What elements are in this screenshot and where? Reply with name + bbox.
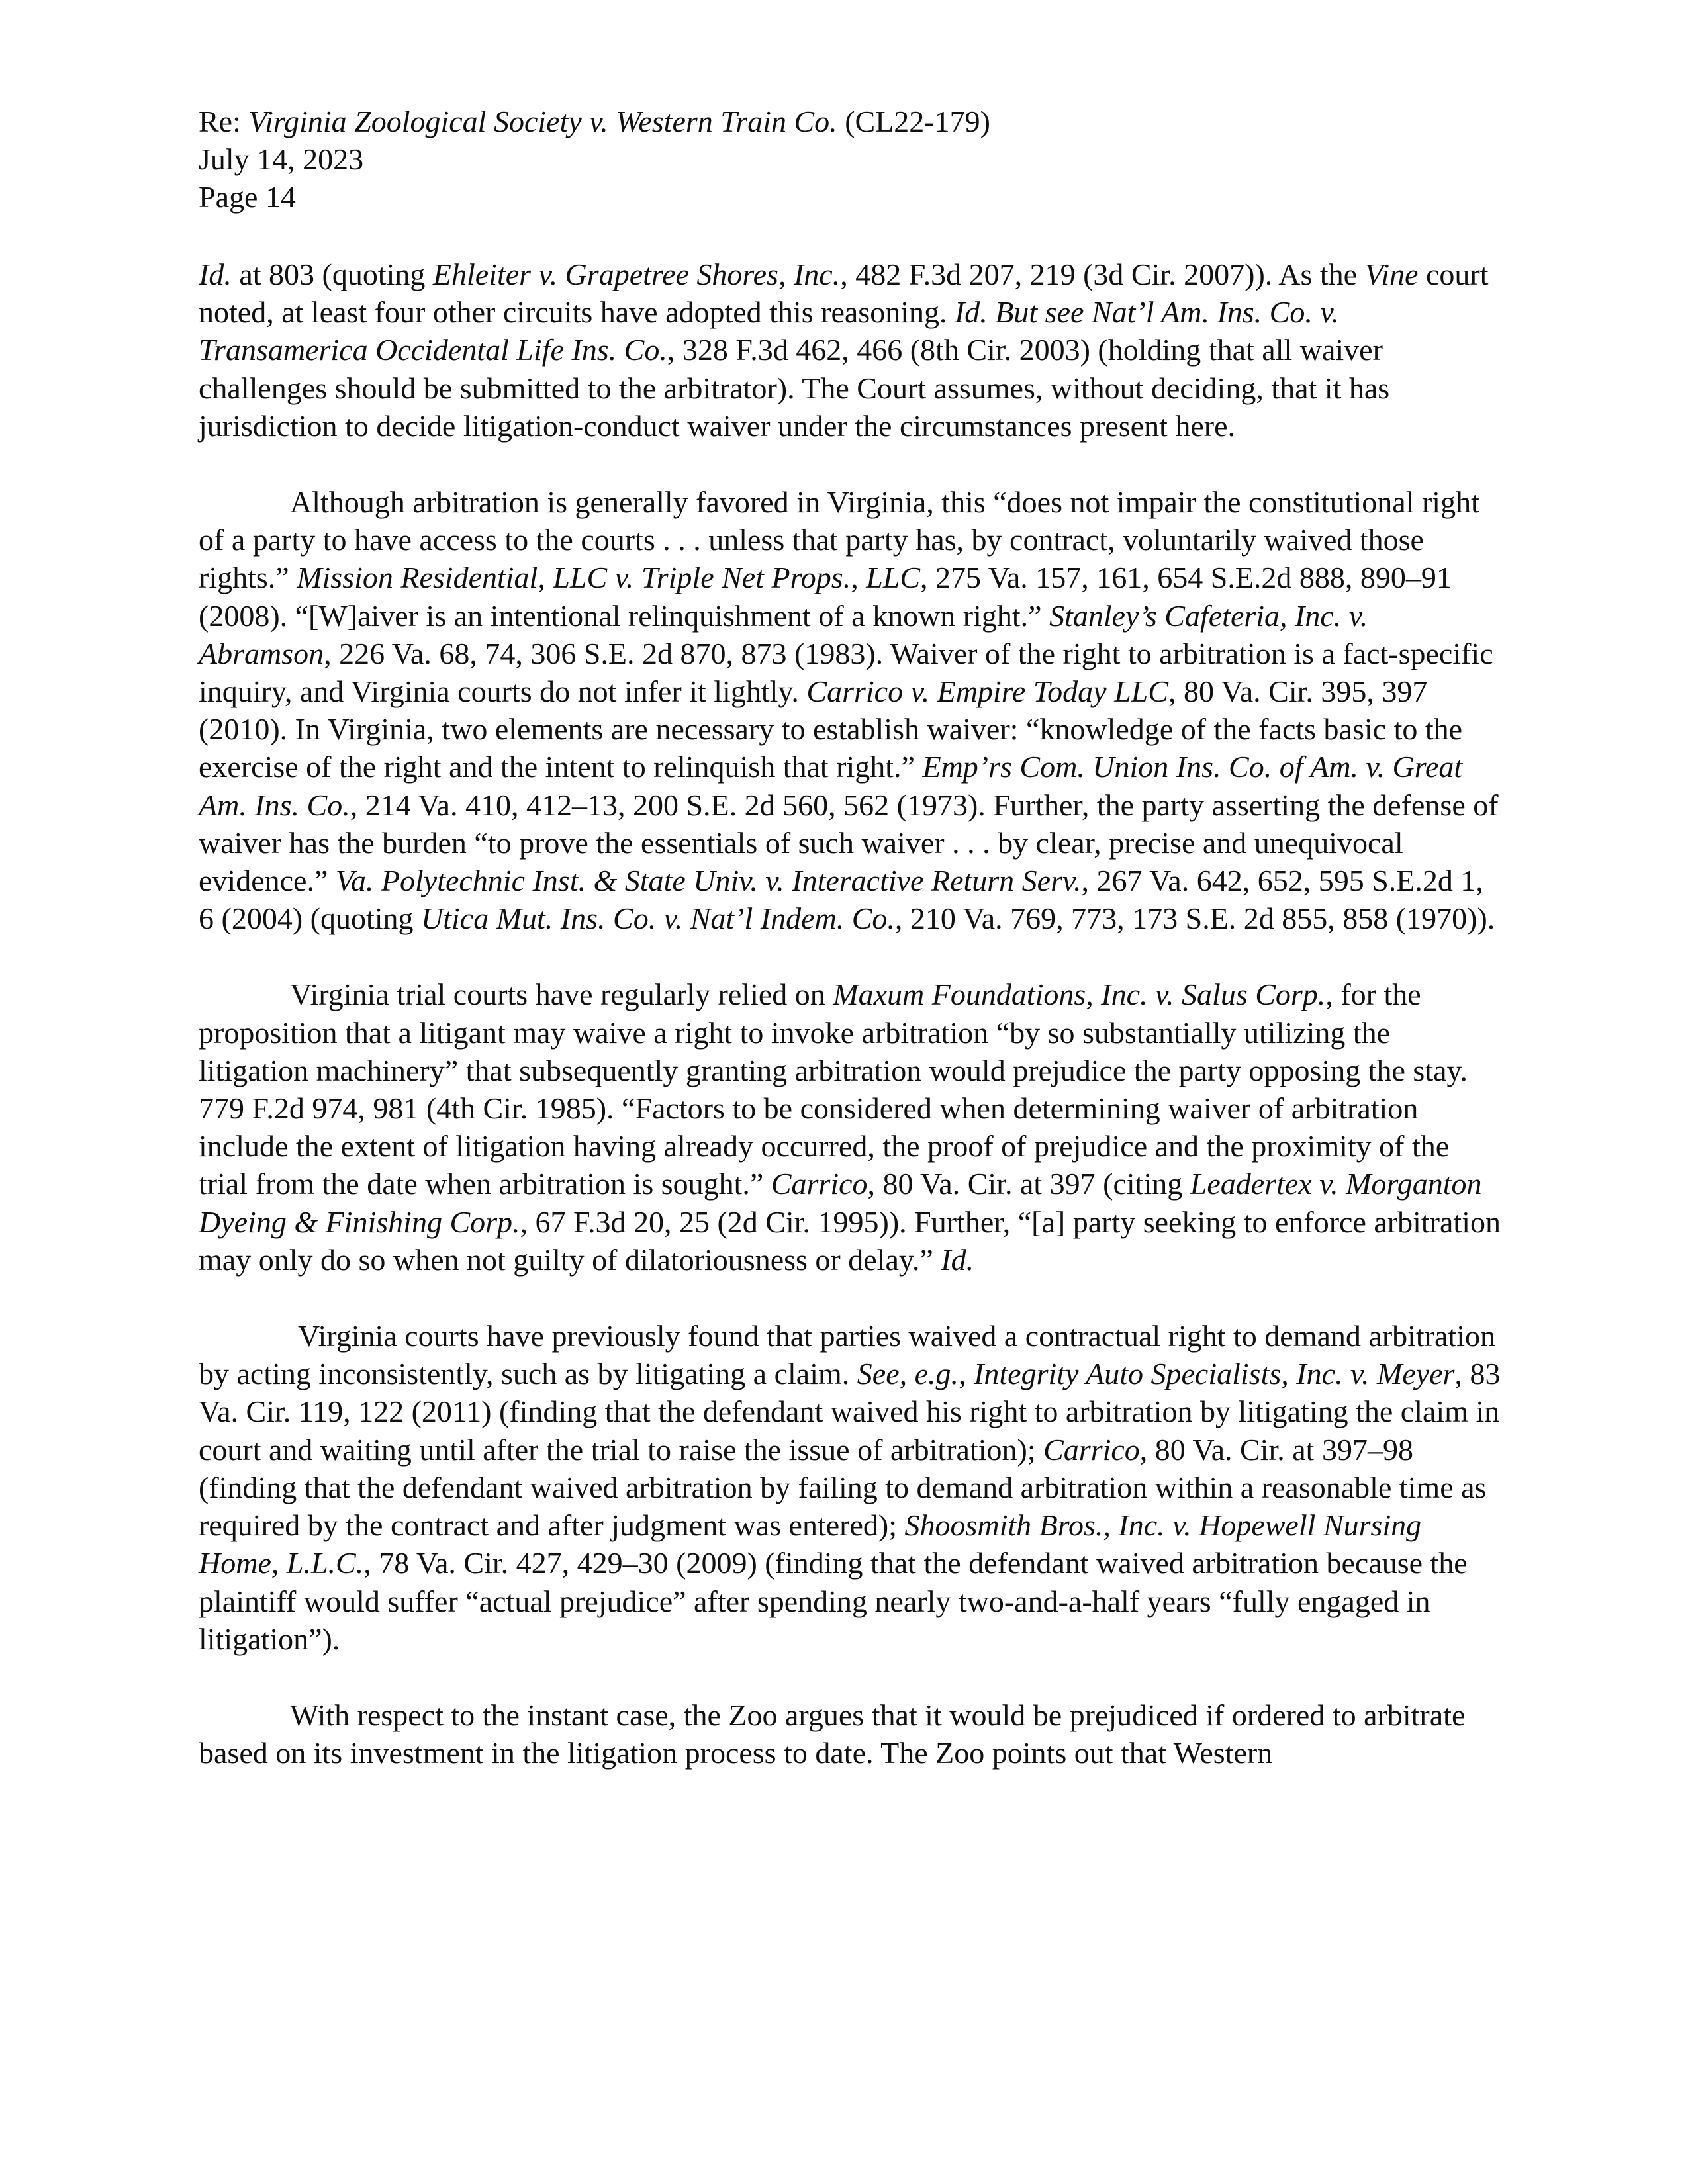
- citation-italic: Mission Residential, LLC v. Triple Net Props., LLC: [297, 561, 921, 595]
- text-run: Virginia courts have previously found that parties waived a contractual right to demand arbitration by acting inconsistently, such as by litigating a claim.: [199, 1319, 1496, 1391]
- text-run: , 80 Va. Cir. at 397 (citing: [867, 1167, 1190, 1201]
- text-run: , 214 Va. 410, 412–13, 200 S.E. 2d 560, 562 (1973). Further, the party asserting the defense of waiver has the burden “to prove the essentials of such waiver . . . by clear, precise and unequivocal evidence.”: [199, 788, 1499, 898]
- citation-italic: Emp’rs Com. Union Ins. Co. of Am. v. Great Am. Ins. Co.: [199, 750, 1463, 822]
- text-run: at 803 (quoting: [231, 257, 433, 291]
- citation-italic: Id.: [199, 257, 232, 291]
- citation-italic: Carrico v. Empire Today LLC: [806, 674, 1168, 709]
- citation-italic: Id.: [941, 1242, 974, 1277]
- citation-italic: Stanley’s Cafeteria, Inc. v. Abramson: [199, 598, 1368, 670]
- text-run: ,: [959, 1357, 974, 1391]
- text-run: , 275 Va. 157, 161, 654 S.E.2d 888, 890–91 (2008). “[W]aiver is an intentional relinquishment of a known right.”: [199, 561, 1452, 633]
- text-run: , 80 Va. Cir. at 397–98 (finding that the defendant waived arbitration by failing to demand arbitration within a reasonable time as required by the contract and after judgment was entered);: [199, 1432, 1487, 1543]
- citation-italic: Vine: [1364, 257, 1419, 291]
- paragraph-p2: [199, 483, 1503, 937]
- citation-italic: Integrity Auto Specialists, Inc. v. Meyer: [974, 1357, 1455, 1391]
- citation-italic: Carrico: [771, 1167, 868, 1201]
- text-run: court noted, at least four other circuits have adopted this reasoning.: [199, 257, 1489, 330]
- text-run: , 328 F.3d 462, 466 (8th Cir. 2003) (holding that all waiver challenges should be submitted to the arbitrator). The Court assumes, without deciding, that it has jurisdiction to decide litigation-conduct waiver under the circumstances present here.: [199, 333, 1390, 443]
- paragraph-p5: [199, 1696, 1503, 1772]
- text-run: , 267 Va. 642, 652, 595 S.E.2d 1, 6 (2004) (quoting: [199, 864, 1483, 936]
- citation-italic: Shoosmith Bros., Inc. v. Hopewell Nursing Home, L.L.C.: [199, 1508, 1422, 1580]
- text-run: , 78 Va. Cir. 427, 429–30 (2009) (finding that the defendant waived arbitration because the plaintiff would suffer “actual prejudice” after spending nearly two-and-a-half years “fully engaged in litigation”).: [199, 1546, 1468, 1656]
- body-text: [199, 255, 1503, 1772]
- citation-italic: Utica Mut. Ins. Co. v. Nat’l Indem. Co.: [421, 901, 895, 936]
- citation-italic: Va. Polytechnic Inst. & State Univ. v. Interactive Return Serv.: [335, 864, 1082, 898]
- citation-italic: Carrico: [1043, 1432, 1140, 1467]
- paragraph-p4: [199, 1317, 1503, 1658]
- text-run: , 482 F.3d 207, 219 (3d Cir. 2007)). As the: [840, 257, 1365, 291]
- citation-italic: Leadertex v. Morganton Dyeing & Finishing Corp.: [199, 1167, 1482, 1239]
- page-number: Page 14: [199, 180, 296, 214]
- re-line: Re: Virginia Zoological Society v. Western Train Co. (CL22-179): [199, 105, 990, 138]
- case-number: (CL22-179): [837, 105, 990, 138]
- text-run: , 83 Va. Cir. 119, 122 (2011) (finding that the defendant waived his right to arbitration by litigating the claim in court and waiting until after the trial to raise the issue of arbitration);: [199, 1357, 1501, 1467]
- text-run: With respect to the instant case, the Zoo argues that it would be prejudiced if ordered to arbitrate based on its investment in the litigation process to date. The Zoo points out that Western: [199, 1698, 1466, 1770]
- citation-italic: See, e.g.: [857, 1357, 959, 1391]
- citation-italic: Maxum Foundations, Inc. v. Salus Corp.: [833, 978, 1326, 1012]
- text-run: , 80 Va. Cir. 395, 397 (2010). In Virginia, two elements are necessary to establish waiver: “knowledge of the facts basic to the exercise of the right and the intent to relinquish that right.”: [199, 674, 1463, 784]
- document-page: [199, 103, 1503, 1810]
- letter-header: [199, 103, 1503, 216]
- text-run: , for the proposition that a litigant may waive a right to invoke arbitration “by so substantially utilizing the litigation machinery” that subsequently granting arbitration would prejudice the party opposing the stay. 779 F.2d 974, 981 (4th Cir. 1985). “Factors to be considered when determining waiver of arbitration include the extent of litigation having already occurred, the proof of prejudice and the proximity of the trial from the date when arbitration is sought.”: [199, 978, 1468, 1201]
- citation-italic: Id. But see Nat’l Am. Ins. Co. v. Transamerica Occidental Life Ins. Co.: [199, 295, 1339, 367]
- text-run: Although arbitration is generally favored in Virginia, this “does not impair the constitutional right of a party to have access to the courts . . . unless that party has, by contract, voluntarily waived those rights.”: [199, 485, 1479, 595]
- text-run: , 210 Va. 769, 773, 173 S.E. 2d 855, 858 (1970)).: [894, 901, 1495, 936]
- paragraph-p1: [199, 255, 1503, 445]
- text-run: Virginia trial courts have regularly relied on: [290, 978, 833, 1012]
- text-run: , 226 Va. 68, 74, 306 S.E. 2d 870, 873 (1983). Waiver of the right to arbitration is a fact-specific inquiry, and Virginia courts do not infer it lightly.: [199, 636, 1493, 709]
- text-run: , 67 F.3d 20, 25 (2d Cir. 1995)). Further, “[a] party seeking to enforce arbitration may only do so when not guilty of dilatoriousness or delay.”: [199, 1205, 1501, 1277]
- case-name: Virginia Zoological Society v. Western Train Co.: [248, 105, 837, 138]
- paragraph-p3: [199, 976, 1503, 1279]
- citation-italic: Ehleiter v. Grapetree Shores, Inc.: [432, 257, 841, 291]
- date-line: July 14, 2023: [199, 142, 364, 176]
